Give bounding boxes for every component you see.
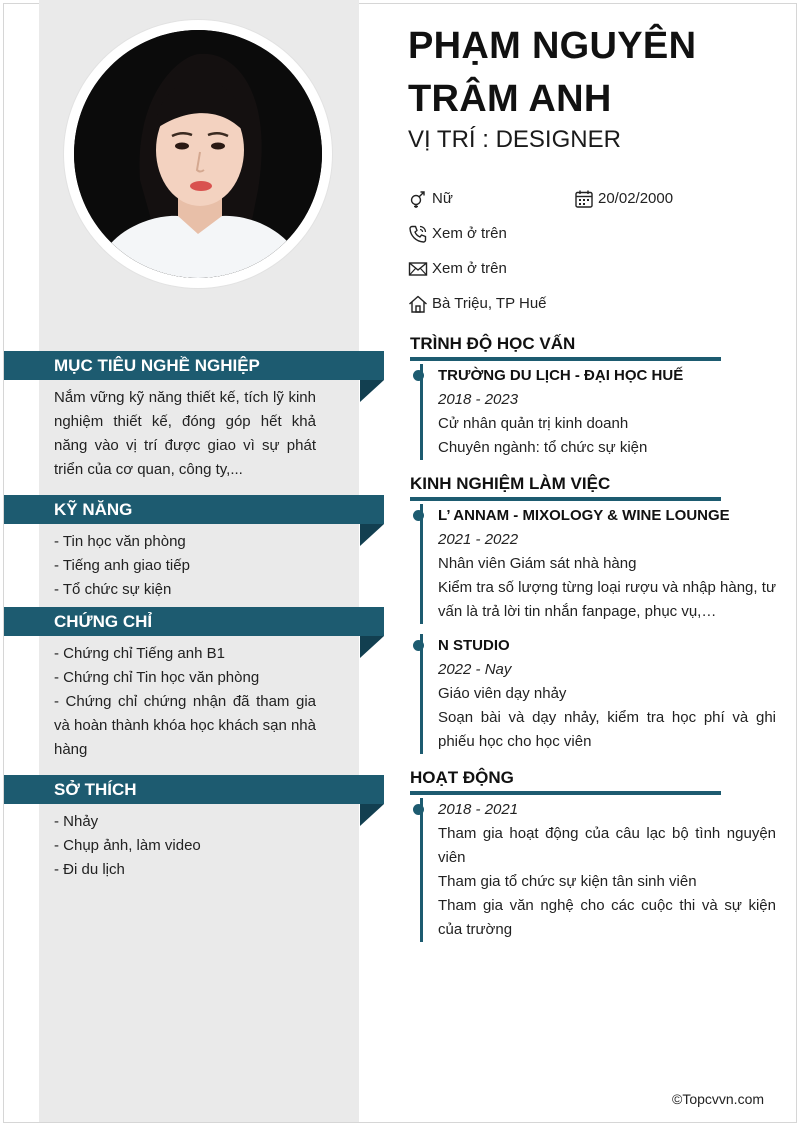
activity-line: Tham gia hoạt động của câu lạc bộ tình nguyện viên [438,825,776,866]
name-line-2: TRÂM ANH [408,78,612,120]
objective-heading: MỤC TIÊU NGHỀ NGHIỆP [4,351,384,380]
address-value: Bà Triệu, TP Huế [432,295,547,312]
address-row [408,292,547,316]
education-timeline [420,364,776,460]
list-item: - Chứng chỉ Tin học văn phòng [54,669,260,686]
gender-row [408,187,453,211]
experience-company: L’ ANNAM - MIXOLOGY & WINE LOUNGE [438,507,730,524]
experience-entry [423,634,776,754]
list-item: - Đi du lịch [54,861,125,878]
gender-value: Nữ [432,190,453,207]
list-item: - Tiếng anh giao tiếp [54,557,190,574]
objective-text: Nắm vững kỹ năng thiết kế, tích lỹ kinh nghiệm thiết kế, đóng góp hết khả năng vào vị trí được giao vì sự phát triển của cơ quan, công ty,... [54,389,316,478]
certificates-list [54,642,316,762]
skills-heading: KỸ NĂNG [4,495,384,524]
hobbies-list [54,810,316,882]
education-degree: Cử nhân quản trị kinh doanh [438,415,629,432]
experience-description: Soạn bài và dạy nhảy, kiểm tra học phí và ghi phiếu học cho học viên [438,709,776,750]
activity-line: Tham gia văn nghệ cho các cuộc thi và sự kiện của trường [438,897,776,938]
education-major: Chuyên ngành: tổ chức sự kiện [438,439,648,456]
copyright: ©Topcvvn.com [672,1091,765,1107]
experience-company: N STUDIO [438,637,510,654]
timeline-dot [413,804,424,815]
timeline-dot [413,370,424,381]
list-item: - Chứng chỉ Tiếng anh B1 [54,645,225,662]
education-heading: TRÌNH ĐỘ HỌC VẤN [410,333,721,361]
experience-role: Nhân viên Giám sát nhà hàng [438,555,637,572]
birthdate-value: 20/02/2000 [598,190,674,207]
activity-date: 2018 - 2021 [438,801,519,818]
experience-heading: KINH NGHIỆM LÀM VIỆC [410,473,721,501]
candidate-name [408,20,788,126]
experience-date: 2022 - Nay [438,661,512,678]
calendar-icon [574,189,594,209]
list-item: - Tin học văn phòng [54,533,186,550]
timeline-dot [413,510,424,521]
activities-heading: HOẠT ĐỘNG [410,767,721,795]
avatar [74,30,322,278]
mail-icon [408,259,428,279]
hobbies-heading: SỞ THÍCH [4,775,384,804]
phone-row [408,222,507,246]
experience-date: 2021 - 2022 [438,531,519,548]
phone-value: Xem ở trên [432,225,507,242]
gender-icon [408,189,428,209]
experience-description: Kiểm tra số lượng từng loại rượu và nhập hàng, tư vấn là trả lời tin nhắn fanpage, phục vụ,… [438,579,776,620]
activity-line: Tham gia tổ chức sự kiện tân sinh viên [438,873,697,890]
education-school: TRƯỜNG DU LỊCH - ĐẠI HỌC HUẾ [438,367,684,384]
list-item: - Tổ chức sự kiện [54,581,172,598]
list-item: - Nhảy [54,813,99,830]
activity-entry [423,798,776,942]
skills-list [54,530,316,602]
certificates-heading: CHỨNG CHỈ [4,607,384,636]
education-date: 2018 - 2023 [438,391,519,408]
experience-timeline-2 [420,634,776,754]
birthdate-row [574,187,673,211]
email-value: Xem ở trên [432,260,507,277]
position-title: VỊ TRÍ : DESIGNER [408,126,621,153]
list-item: - Chứng chỉ chứng nhận đã tham gia và hoàn thành khóa học khách sạn nhà hàng [54,693,316,758]
avatar-portrait [74,30,322,278]
home-icon [408,294,428,314]
list-item: - Chụp ảnh, làm video [54,837,201,854]
name-line-1: PHẠM NGUYÊN [408,25,697,67]
experience-role: Giáo viên dạy nhảy [438,685,567,702]
timeline-dot [413,640,424,651]
experience-entry [423,504,776,624]
education-entry [423,364,776,460]
email-row [408,257,507,281]
activities-timeline [420,798,776,942]
phone-icon [408,224,428,244]
experience-timeline-1 [420,504,776,624]
